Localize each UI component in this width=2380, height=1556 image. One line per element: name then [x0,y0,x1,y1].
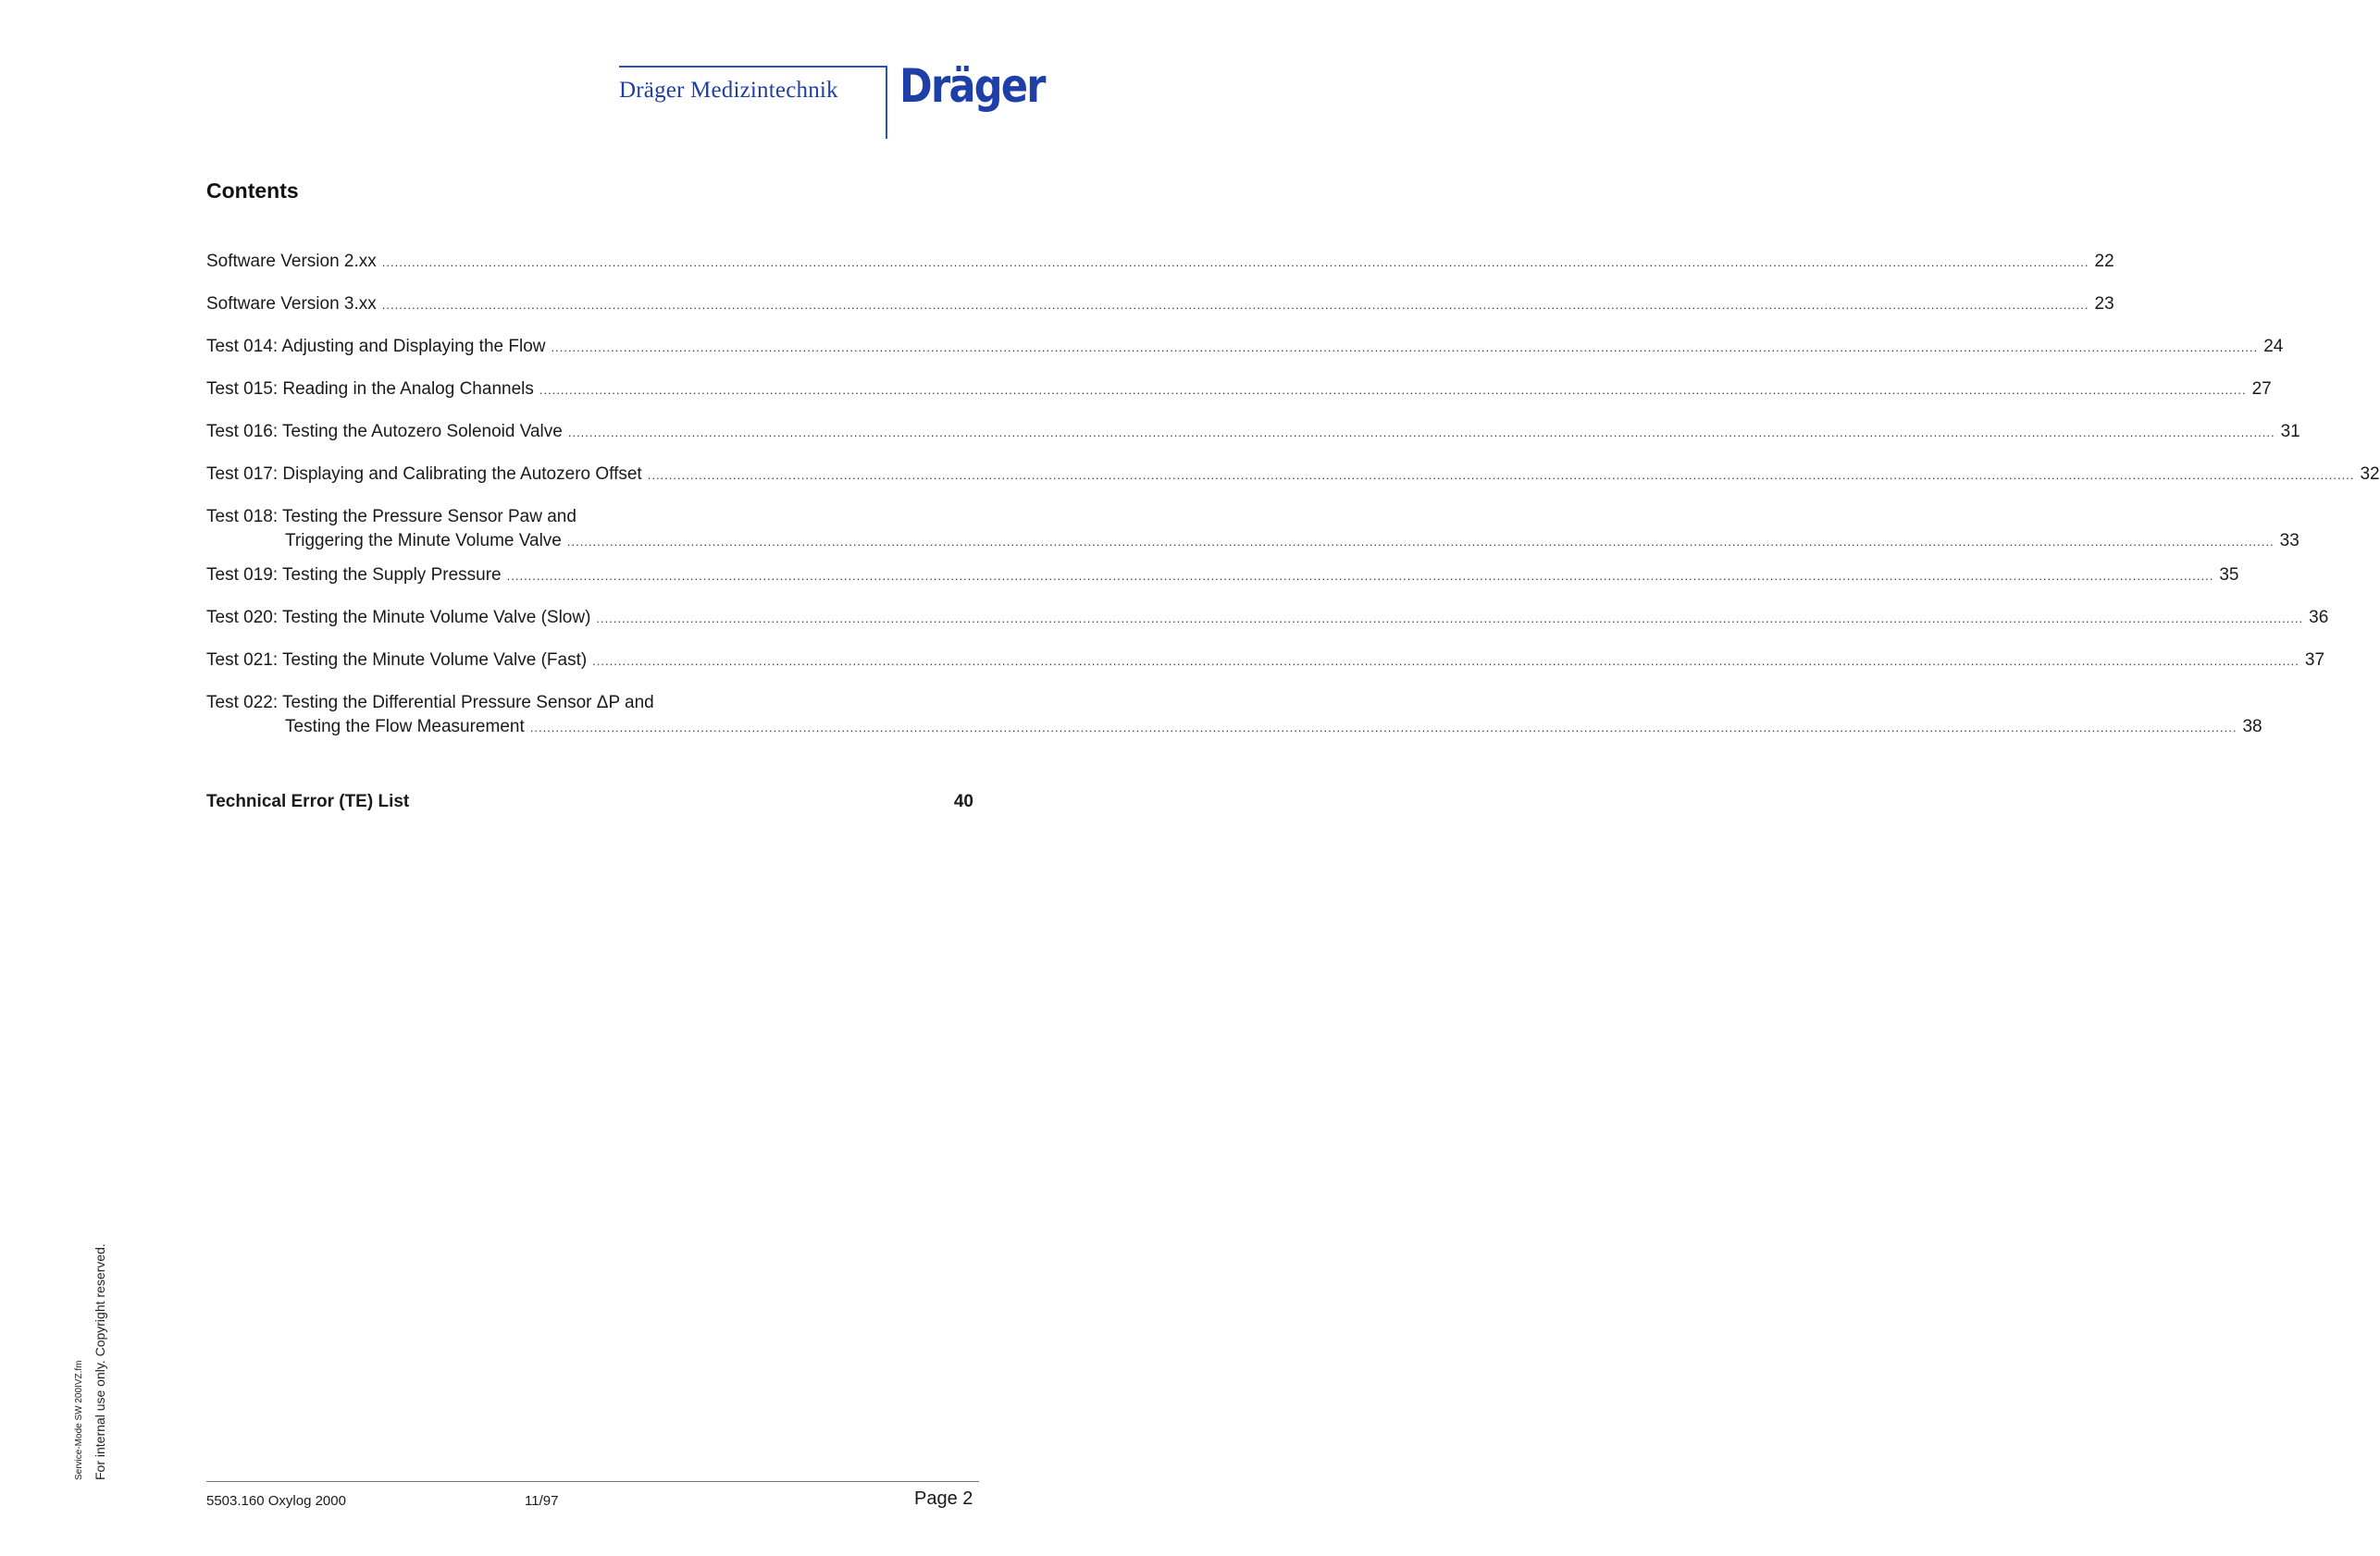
toc-entry-page: 33 [2279,531,2299,550]
drager-logo: Dräger [899,59,1045,113]
toc-entry [206,648,2325,673]
toc-entry-page: 27 [2251,379,2272,399]
toc-entry-page: 38 [2242,717,2262,736]
header-rule-top [619,66,886,68]
dot-leader: ................................................................................................................................................................................................................................................................................................................................................................................................................ [539,383,2247,397]
toc-entry [206,691,2262,740]
toc-section-page: 40 [953,792,973,811]
toc-entry-title: Test 016: Testing the Autozero Solenoid Valve [206,422,563,441]
dot-leader: ................................................................................................................................................................................................................................................................................................................................................................................................................ [381,298,2089,312]
toc-entry [206,377,2272,402]
toc-section-entry [206,792,973,812]
toc-entry-page: 32 [2360,464,2380,484]
toc-entry-page: 23 [2094,294,2114,314]
toc-entry [206,420,2300,445]
toc-entry-title: Test 014: Adjusting and Displaying the Flow [206,337,546,356]
toc-entry [206,606,2329,631]
toc-entry-title: Software Version 3.xx [206,294,377,314]
toc-entry-title: Test 020: Testing the Minute Volume Valve (Slow) [206,608,591,627]
toc-entry-title: Software Version 2.xx [206,252,377,271]
header-rule-vertical [886,66,887,139]
dot-leader: ................................................................................................................................................................................................................................................................................................................................................................................................................ [381,255,2089,269]
toc-entry-title: Testing the Flow Measurement [285,717,525,736]
toc-entry-title: Triggering the Minute Volume Valve [285,531,562,550]
toc-entry-title: Test 021: Testing the Minute Volume Valve (Fast) [206,650,588,670]
page-title: Contents [206,179,299,203]
toc-entry [206,563,2239,588]
toc-section-title: Technical Error (TE) List [206,792,410,811]
toc-entry-page: 24 [2263,337,2284,356]
dot-leader: ................................................................................................................................................................................................................................................................................................................................................................................................................ [647,468,2355,482]
dot-leader: ................................................................................................................................................................................................................................................................................................................................................................................................................ [567,426,2275,439]
dot-leader: ................................................................................................................................................................................................................................................................................................................................................................................................................ [551,340,2259,354]
toc-entry-title: Test 022: Testing the Differential Pressure Sensor ΔP and [206,693,654,712]
toc-entry [206,505,2299,554]
toc-entry [206,463,2380,488]
sidebar-filename: Service-Mode SW 200IVZ.fm [74,1360,84,1480]
toc-entry-page: 37 [2304,650,2325,670]
toc-entry-page: 22 [2094,252,2114,271]
dot-leader: ................................................................................................................................................................................................................................................................................................................................................................................................................ [566,535,2275,549]
toc-entry-page: 35 [2219,565,2239,585]
toc-entry-title: Test 018: Testing the Pressure Sensor Paw and [206,507,576,526]
toc-entry [206,250,2114,275]
dot-leader: ................................................................................................................................................................................................................................................................................................................................................................................................................ [592,654,2299,668]
footer-date: 11/97 [525,1493,559,1509]
dot-leader: ................................................................................................................................................................................................................................................................................................................................................................................................................ [529,721,2237,735]
dot-leader: ................................................................................................................................................................................................................................................................................................................................................................................................................ [596,611,2304,625]
toc-entry-title: Test 019: Testing the Supply Pressure [206,565,502,585]
footer-doc-number: 5503.160 Oxylog 2000 [206,1493,346,1509]
dot-leader: ................................................................................................................................................................................................................................................................................................................................................................................................................ [506,569,2214,583]
sidebar-text [65,1110,120,1480]
toc-entry [206,335,2284,360]
toc-entry-page: 36 [2309,608,2329,627]
footer-page-number: Page 2 [914,1488,973,1509]
toc-entry-title: Test 017: Displaying and Calibrating the Autozero Offset [206,464,642,484]
sidebar-copyright: For internal use only. Copyright reserved. [93,1243,107,1480]
header-brand-text: Dräger Medizintechnik [619,78,838,103]
toc-entry-title: Test 015: Reading in the Analog Channels [206,379,534,399]
footer-rule [206,1481,979,1482]
toc-entry [206,292,2114,317]
toc-entry-page: 31 [2280,422,2300,441]
